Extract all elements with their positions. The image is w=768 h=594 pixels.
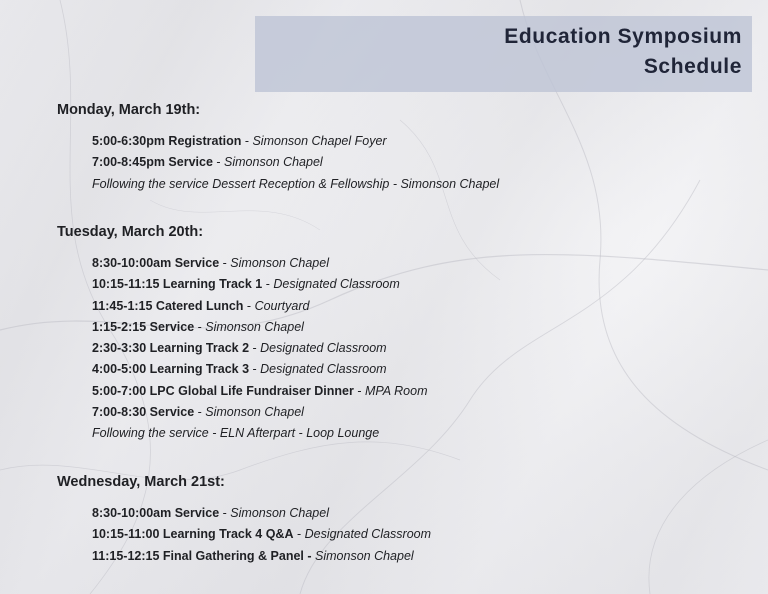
day-monday — [57, 101, 499, 195]
schedule-item — [92, 152, 499, 173]
item-time: 7:00-8:45pm Service — [92, 155, 213, 170]
item-time: 10:15-11:15 Learning Track 1 — [92, 277, 263, 292]
item-time: 5:00-6:30pm Registration — [92, 134, 242, 148]
schedule-list — [92, 503, 431, 567]
item-separator: - — [243, 298, 255, 313]
title-line-2: Schedule — [643, 55, 742, 78]
item-separator: - — [194, 405, 206, 420]
day-heading: Tuesday, March 20th: — [57, 224, 204, 240]
item-location: Simonson Chapel — [205, 319, 304, 334]
item-separator: - — [241, 134, 253, 148]
schedule-item — [92, 503, 431, 524]
item-time: 8:30-10:00am Service — [92, 506, 220, 520]
item-location: Designated Classroom — [260, 362, 387, 377]
item-separator: - — [194, 319, 206, 334]
item-separator: - — [353, 383, 365, 398]
schedule-list — [92, 253, 428, 445]
schedule-item — [92, 381, 428, 402]
item-time: 11:15-12:15 Final Gathering & Panel - — [92, 548, 312, 563]
item-location: Simonson Chapel — [205, 405, 304, 420]
schedule-list — [92, 131, 499, 195]
schedule-note: Following the service - ELN Afterpart - Loop Lounge — [92, 426, 380, 441]
item-separator: - — [262, 277, 274, 292]
schedule-item — [92, 317, 428, 338]
schedule-item — [92, 546, 431, 567]
item-time: 4:00-5:00 Learning Track 3 — [92, 362, 250, 377]
item-separator: - — [293, 527, 305, 542]
item-location: Simonson Chapel — [315, 548, 414, 563]
item-location: Designated Classroom — [304, 527, 432, 542]
schedule-item — [92, 131, 499, 152]
schedule-item — [92, 402, 428, 423]
title-banner — [255, 16, 752, 92]
item-location: Simonson Chapel Foyer — [252, 134, 387, 148]
day-heading: Monday, March 19th: — [57, 102, 201, 118]
item-time: 11:45-1:15 Catered Lunch — [92, 298, 244, 313]
item-location: Simonson Chapel — [230, 506, 329, 520]
item-location: Simonson Chapel — [224, 155, 323, 170]
schedule-item — [92, 274, 428, 295]
day-wednesday — [57, 473, 431, 567]
schedule-note: Following the service Dessert Reception & Fellowship - Simonson Chapel — [92, 176, 500, 191]
item-time: 1:15-2:15 Service — [92, 319, 195, 334]
item-location: Designated Classroom — [273, 277, 400, 292]
item-separator: - — [219, 256, 231, 270]
item-location: MPA Room — [364, 383, 428, 398]
item-separator: - — [212, 155, 225, 170]
item-separator: - — [219, 506, 231, 520]
day-tuesday — [57, 223, 428, 445]
item-time: 10:15-11:00 Learning Track 4 Q&A — [92, 527, 294, 542]
schedule-item — [92, 296, 428, 317]
schedule-item — [92, 524, 431, 545]
day-heading: Wednesday, March 21st: — [57, 474, 225, 490]
item-time: 8:30-10:00am Service — [92, 256, 220, 270]
schedule-item — [92, 359, 428, 380]
item-time: 5:00-7:00 LPC Global Life Fundraiser Dinner — [92, 383, 354, 398]
item-location: Simonson Chapel — [230, 256, 329, 270]
item-location: Courtyard — [254, 298, 310, 313]
title-line-1: Education Symposium — [504, 25, 742, 48]
item-separator: - — [249, 341, 261, 356]
item-location: Designated Classroom — [260, 341, 387, 356]
item-time: 7:00-8:30 Service — [92, 405, 195, 420]
schedule-item — [92, 338, 428, 359]
item-time: 2:30-3:30 Learning Track 2 — [92, 341, 250, 356]
item-separator: - — [249, 362, 261, 377]
schedule-item — [92, 253, 428, 274]
